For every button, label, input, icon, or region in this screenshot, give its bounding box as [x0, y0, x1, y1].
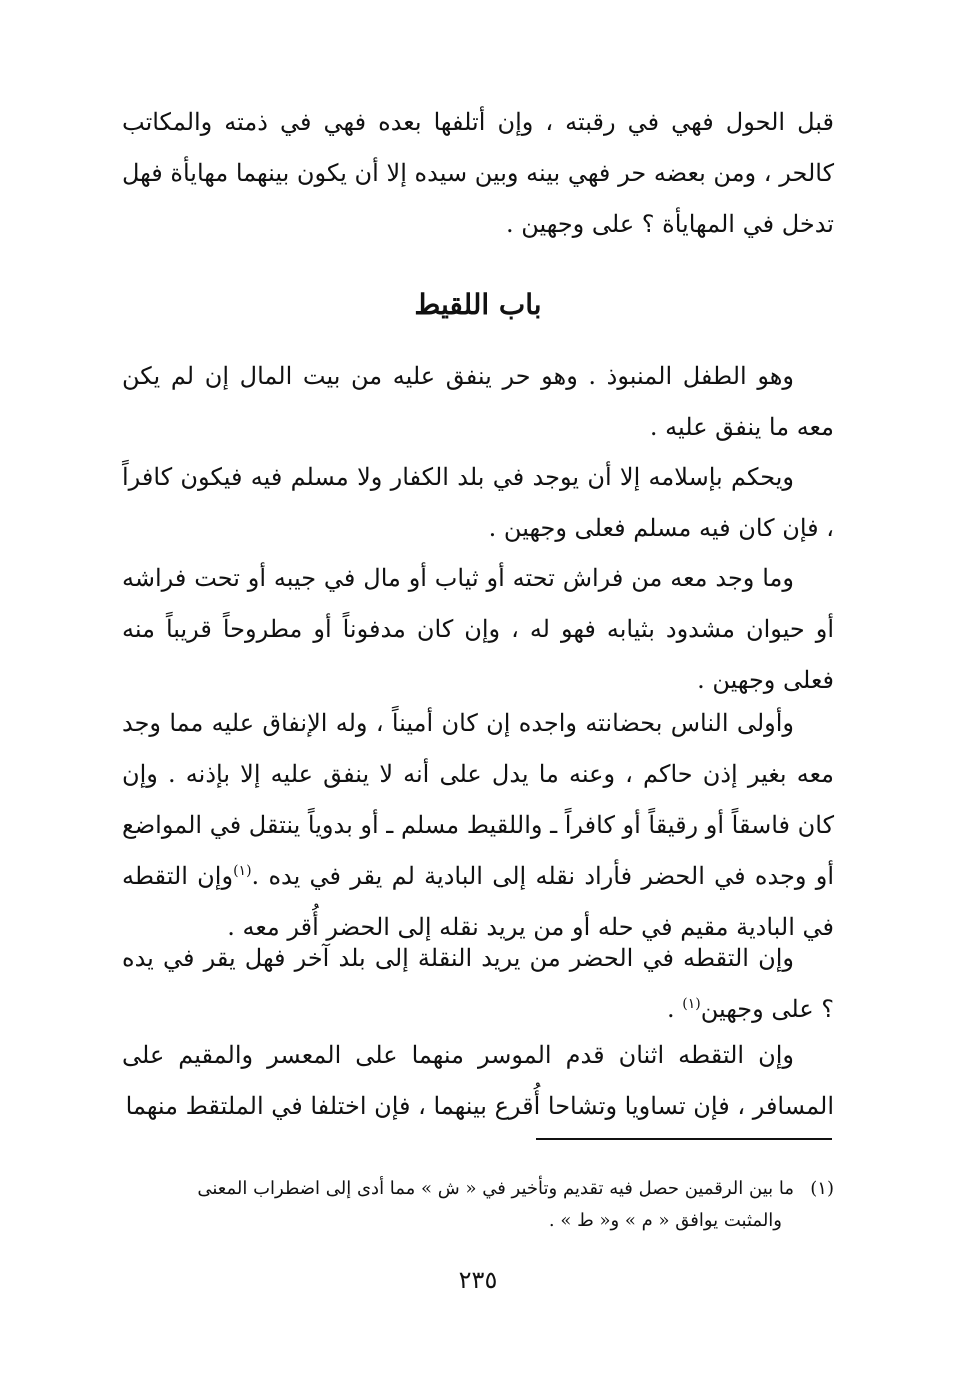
footnote-marker: (١)	[233, 863, 252, 879]
page-number: ٢٣٥	[458, 1266, 498, 1294]
paragraph-definition: وهو الطفل المنبوذ . وهو حر ينفق عليه من بيت المال إن لم يكن معه ما ينفق عليه .	[122, 362, 834, 441]
paragraph-islam-ruling: ويحكم بإسلامه إلا أن يوجد في بلد الكفار ولا مسلم فيه فيكون كافراً ، فإن كان فيه مسلم فعلى وجهين .	[122, 463, 834, 542]
footnote	[112, 1173, 834, 1237]
footnote-line-2: والمثبت يوافق « م » و« ط » .	[548, 1210, 782, 1231]
custody-text-b: وإن التقطه في البادية مقيم في حله أو من يريد نقله إلى الحضر أُقر معه .	[122, 862, 834, 941]
footnote-marker: (١)	[682, 996, 701, 1012]
paragraph-relocation	[122, 933, 834, 1035]
custody-text-a: وأولى الناس بحضانته واجده إن كان أميناً ، وله الإنفاق عليه مما وجد معه بغير إذن حاكم ، وعنه ما يدل على أنه لا ينفق عليه إلا بإذنه . وإن كان فاسقاً أو رقيقاً أو كافراً ـ واللقيط مسلم ـ أو بدوياً ينتقل في المواضع أو وجده في الحضر فأراد نقله إلى البادية لم يقر في يده .	[122, 709, 835, 890]
paragraph-custody	[122, 698, 834, 953]
paragraph-two-finders: وإن التقطه اثنان قدم الموسر منهما على المعسر والمقيم على المسافر ، فإن تساويا وتشاحا أُقرع بينهما ، فإن اختلفا في الملتقط منهما	[122, 1041, 834, 1120]
relocation-text-a: وإن التقطه في الحضر من يريد النقلة إلى بلد آخر فهل يقر في يده ؟ على وجهين	[122, 944, 834, 1023]
paragraph-found-property: وما وجد معه من فراش تحته أو ثياب أو مال في جيبه أو تحت فراشه أو حيوان مشدود بثيابه فهو له ، وإن كان مدفوناً أو مطروحاً قريباً منه فعلى وجهين .	[122, 564, 834, 694]
intro-paragraph: قبل الحول فهي في رقبته ، وإن أتلفها بعده فهي في ذمته والمكاتب كالحر ، ومن بعضه حر فهي بينه وبين سيده إلا أن يكون بينهما مهايأة فهل تدخل في المهايأة ؟ على وجهين .	[122, 108, 834, 238]
chapter-heading: باب اللقيط	[414, 288, 542, 321]
footnote-divider	[536, 1138, 832, 1140]
relocation-text-b: .	[667, 995, 683, 1023]
footnote-number: (١)	[810, 1178, 834, 1199]
footnote-line-1: ما بين الرقمين حصل فيه تقديم وتأخير في « ش » مما أدى إلى اضطراب المعنى	[197, 1178, 794, 1199]
